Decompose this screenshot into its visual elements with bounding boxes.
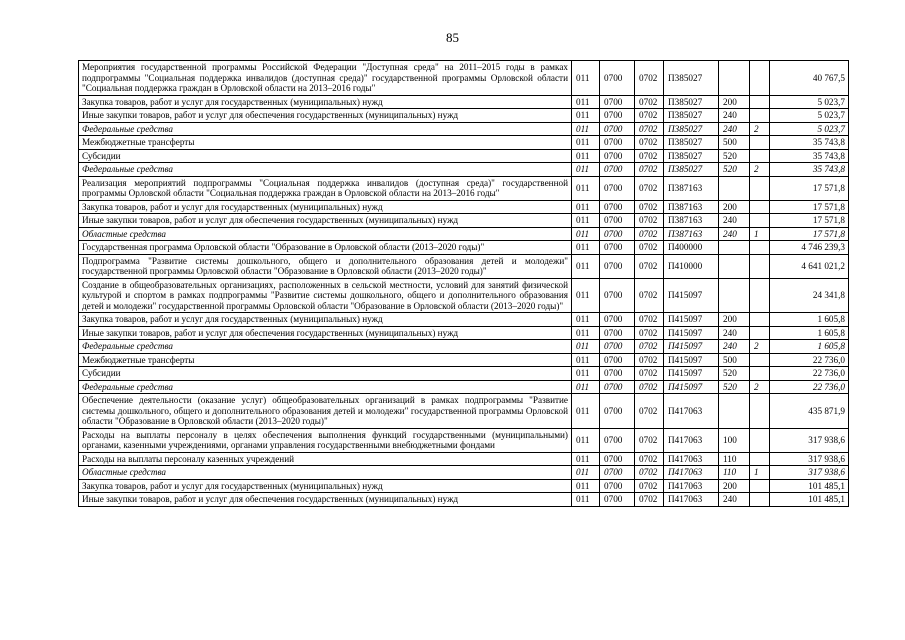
expense-type-code: 110: [719, 452, 750, 466]
ministry-code: 011: [572, 340, 600, 354]
target-article-code: П415097: [664, 380, 719, 394]
expense-type-code: [719, 176, 750, 200]
ministry-code: 011: [572, 479, 600, 493]
row-name: Федеральные средства: [79, 340, 572, 354]
table-row: [79, 466, 849, 480]
section-code: 0700: [600, 479, 635, 493]
target-article-code: П415097: [664, 326, 719, 340]
ministry-code: 011: [572, 313, 600, 327]
budget-table: [78, 60, 849, 507]
target-article-code: П387163: [664, 176, 719, 200]
target-article-code: П417063: [664, 466, 719, 480]
expense-type-code: [719, 254, 750, 278]
table-row: [79, 176, 849, 200]
subsection-code: 0702: [635, 466, 664, 480]
expense-type-code: 240: [719, 340, 750, 354]
target-article-code: П385027: [664, 95, 719, 109]
row-name: Расходы на выплаты персоналу в целях обеспечения выполнения функций государственными (муниципальными) органами, казенными учреждениями, органами управления государственными внебюджетными фондами: [79, 428, 572, 452]
amount: 35 743,8: [770, 149, 849, 163]
page-number: 85: [446, 30, 459, 45]
ministry-code: 011: [572, 394, 600, 429]
subsection-code: 0702: [635, 278, 664, 313]
row-name: Иные закупки товаров, работ и услуг для обеспечения государственных (муниципальных) нужд: [79, 493, 572, 507]
row-name: Обеспечение деятельности (оказание услуг) общеобразовательных организаций в рамках подпрограммы "Развитие системы дошкольного, общего и дополнительного образования детей и молодежи" государственной программы Орловской области "Образование в Орловской области (2013–2020 годы)": [79, 394, 572, 429]
subsection-code: 0702: [635, 200, 664, 214]
row-name: Закупка товаров, работ и услуг для государственных (муниципальных) нужд: [79, 95, 572, 109]
subsection-code: 0702: [635, 367, 664, 381]
expense-type-code: 520: [719, 149, 750, 163]
amount: 1 605,8: [770, 313, 849, 327]
amount: 317 938,6: [770, 428, 849, 452]
target-article-code: П415097: [664, 278, 719, 313]
section-code: 0700: [600, 214, 635, 228]
section-code: 0700: [600, 353, 635, 367]
subsection-code: 0702: [635, 163, 664, 177]
section-code: 0700: [600, 340, 635, 354]
table-row: [79, 479, 849, 493]
section-code: 0700: [600, 227, 635, 241]
ministry-code: 011: [572, 122, 600, 136]
target-article-code: П410000: [664, 254, 719, 278]
funding-source-code: [750, 95, 770, 109]
ministry-code: 011: [572, 452, 600, 466]
funding-source-code: [750, 61, 770, 96]
ministry-code: 011: [572, 466, 600, 480]
expense-type-code: 500: [719, 353, 750, 367]
target-article-code: П417063: [664, 452, 719, 466]
table-row: [79, 227, 849, 241]
ministry-code: 011: [572, 200, 600, 214]
amount: 317 938,6: [770, 466, 849, 480]
amount: 435 871,9: [770, 394, 849, 429]
ministry-code: 011: [572, 493, 600, 507]
ministry-code: 011: [572, 367, 600, 381]
funding-source-code: [750, 493, 770, 507]
subsection-code: 0702: [635, 452, 664, 466]
amount: 5 023,7: [770, 95, 849, 109]
funding-source-code: 2: [750, 340, 770, 354]
table-row: [79, 241, 849, 255]
table-row: [79, 109, 849, 123]
table-row: [79, 493, 849, 507]
amount: 17 571,8: [770, 176, 849, 200]
ministry-code: 011: [572, 61, 600, 96]
ministry-code: 011: [572, 136, 600, 150]
subsection-code: 0702: [635, 95, 664, 109]
subsection-code: 0702: [635, 326, 664, 340]
expense-type-code: 200: [719, 200, 750, 214]
subsection-code: 0702: [635, 380, 664, 394]
ministry-code: 011: [572, 326, 600, 340]
subsection-code: 0702: [635, 340, 664, 354]
row-name: Государственная программа Орловской области "Образование в Орловской области (2013–2020 годы)": [79, 241, 572, 255]
table-row: [79, 214, 849, 228]
expense-type-code: 200: [719, 479, 750, 493]
funding-source-code: [750, 200, 770, 214]
target-article-code: П415097: [664, 367, 719, 381]
section-code: 0700: [600, 367, 635, 381]
table-row: [79, 340, 849, 354]
expense-type-code: 240: [719, 109, 750, 123]
subsection-code: 0702: [635, 149, 664, 163]
ministry-code: 011: [572, 278, 600, 313]
section-code: 0700: [600, 122, 635, 136]
target-article-code: П417063: [664, 479, 719, 493]
row-name: Расходы на выплаты персоналу казенных учреждений: [79, 452, 572, 466]
target-article-code: П417063: [664, 428, 719, 452]
amount: 40 767,5: [770, 61, 849, 96]
target-article-code: П387163: [664, 214, 719, 228]
funding-source-code: [750, 313, 770, 327]
amount: 4 746 239,3: [770, 241, 849, 255]
section-code: 0700: [600, 313, 635, 327]
ministry-code: 011: [572, 176, 600, 200]
funding-source-code: [750, 367, 770, 381]
subsection-code: 0702: [635, 254, 664, 278]
funding-source-code: 1: [750, 227, 770, 241]
table-row: [79, 428, 849, 452]
section-code: 0700: [600, 278, 635, 313]
expense-type-code: 520: [719, 163, 750, 177]
table-row: [79, 163, 849, 177]
amount: 1 605,8: [770, 326, 849, 340]
ministry-code: 011: [572, 254, 600, 278]
amount: 101 485,1: [770, 479, 849, 493]
section-code: 0700: [600, 380, 635, 394]
target-article-code: П385027: [664, 149, 719, 163]
subsection-code: 0702: [635, 394, 664, 429]
funding-source-code: [750, 278, 770, 313]
target-article-code: П385027: [664, 163, 719, 177]
ministry-code: 011: [572, 380, 600, 394]
subsection-code: 0702: [635, 313, 664, 327]
amount: 4 641 021,2: [770, 254, 849, 278]
target-article-code: П417063: [664, 394, 719, 429]
amount: 35 743,8: [770, 136, 849, 150]
table-row: [79, 367, 849, 381]
row-name: Создание в общеобразовательных организациях, расположенных в сельской местности, условий для занятий физической культурой и спортом в рамках подпрограммы "Развитие системы дошкольного, общего и дополнительного образования детей и молодежи" государственной программы Орловской области "Образование в Орловской области (2013–2020 годы)": [79, 278, 572, 313]
amount: 22 736,0: [770, 380, 849, 394]
section-code: 0700: [600, 428, 635, 452]
section-code: 0700: [600, 452, 635, 466]
row-name: Иные закупки товаров, работ и услуг для обеспечения государственных (муниципальных) нужд: [79, 214, 572, 228]
row-name: Подпрограмма "Развитие системы дошкольного, общего и дополнительного образования детей и молодежи" государственной программы Орловской области "Образование в Орловской области (2013–2020 годы)": [79, 254, 572, 278]
amount: 1 605,8: [770, 340, 849, 354]
expense-type-code: 240: [719, 122, 750, 136]
table-row: [79, 380, 849, 394]
expense-type-code: 110: [719, 466, 750, 480]
amount: 5 023,7: [770, 109, 849, 123]
row-name: Закупка товаров, работ и услуг для государственных (муниципальных) нужд: [79, 479, 572, 493]
funding-source-code: [750, 214, 770, 228]
funding-source-code: [750, 452, 770, 466]
funding-source-code: [750, 136, 770, 150]
table-row: [79, 326, 849, 340]
target-article-code: П387163: [664, 227, 719, 241]
section-code: 0700: [600, 466, 635, 480]
table-row: [79, 122, 849, 136]
row-name: Иные закупки товаров, работ и услуг для обеспечения государственных (муниципальных) нужд: [79, 326, 572, 340]
section-code: 0700: [600, 241, 635, 255]
amount: 17 571,8: [770, 214, 849, 228]
subsection-code: 0702: [635, 122, 664, 136]
ministry-code: 011: [572, 163, 600, 177]
table-row: [79, 452, 849, 466]
section-code: 0700: [600, 149, 635, 163]
subsection-code: 0702: [635, 227, 664, 241]
funding-source-code: [750, 149, 770, 163]
expense-type-code: 200: [719, 95, 750, 109]
expense-type-code: 240: [719, 326, 750, 340]
amount: 101 485,1: [770, 493, 849, 507]
amount: 17 571,8: [770, 227, 849, 241]
table-row: [79, 313, 849, 327]
funding-source-code: [750, 428, 770, 452]
funding-source-code: [750, 241, 770, 255]
section-code: 0700: [600, 200, 635, 214]
expense-type-code: [719, 61, 750, 96]
row-name: Реализация мероприятий подпрограммы "Социальная поддержка инвалидов (доступная среда)" государственной программы Орловской области "Социальная поддержка граждан в Орловской области на 2013–2016 годы": [79, 176, 572, 200]
subsection-code: 0702: [635, 428, 664, 452]
row-name: Областные средства: [79, 227, 572, 241]
target-article-code: П387163: [664, 200, 719, 214]
expense-type-code: 240: [719, 214, 750, 228]
row-name: Межбюджетные трансферты: [79, 353, 572, 367]
table-row: [79, 61, 849, 96]
ministry-code: 011: [572, 149, 600, 163]
section-code: 0700: [600, 136, 635, 150]
row-name: Мероприятия государственной программы Российской Федерации "Доступная среда" на 2011–2015 годы в рамках подпрограммы "Социальная поддержка инвалидов (доступная среда)" государственной программы Орловской области "Социальная поддержка граждан в Орловской области на 2013–2016 годы": [79, 61, 572, 96]
ministry-code: 011: [572, 214, 600, 228]
section-code: 0700: [600, 254, 635, 278]
expense-type-code: [719, 241, 750, 255]
table-row: [79, 254, 849, 278]
funding-source-code: 2: [750, 380, 770, 394]
ministry-code: 011: [572, 241, 600, 255]
table-row: [79, 200, 849, 214]
ministry-code: 011: [572, 95, 600, 109]
funding-source-code: [750, 176, 770, 200]
section-code: 0700: [600, 493, 635, 507]
subsection-code: 0702: [635, 136, 664, 150]
subsection-code: 0702: [635, 493, 664, 507]
row-name: Федеральные средства: [79, 122, 572, 136]
row-name: Субсидии: [79, 149, 572, 163]
section-code: 0700: [600, 176, 635, 200]
funding-source-code: 1: [750, 466, 770, 480]
section-code: 0700: [600, 61, 635, 96]
table-row: [79, 136, 849, 150]
amount: 5 023,7: [770, 122, 849, 136]
funding-source-code: [750, 254, 770, 278]
row-name: Закупка товаров, работ и услуг для государственных (муниципальных) нужд: [79, 313, 572, 327]
target-article-code: П385027: [664, 61, 719, 96]
section-code: 0700: [600, 326, 635, 340]
section-code: 0700: [600, 163, 635, 177]
funding-source-code: [750, 326, 770, 340]
target-article-code: П415097: [664, 313, 719, 327]
amount: 24 341,8: [770, 278, 849, 313]
expense-type-code: [719, 394, 750, 429]
expense-type-code: 200: [719, 313, 750, 327]
amount: 317 938,6: [770, 452, 849, 466]
section-code: 0700: [600, 109, 635, 123]
expense-type-code: 520: [719, 380, 750, 394]
funding-source-code: 2: [750, 163, 770, 177]
ministry-code: 011: [572, 428, 600, 452]
funding-source-code: 2: [750, 122, 770, 136]
target-article-code: П385027: [664, 122, 719, 136]
table-row: [79, 278, 849, 313]
row-name: Областные средства: [79, 466, 572, 480]
funding-source-code: [750, 394, 770, 429]
target-article-code: П415097: [664, 340, 719, 354]
section-code: 0700: [600, 394, 635, 429]
row-name: Иные закупки товаров, работ и услуг для обеспечения государственных (муниципальных) нужд: [79, 109, 572, 123]
target-article-code: П385027: [664, 136, 719, 150]
expense-type-code: 520: [719, 367, 750, 381]
subsection-code: 0702: [635, 109, 664, 123]
ministry-code: 011: [572, 109, 600, 123]
row-name: Закупка товаров, работ и услуг для государственных (муниципальных) нужд: [79, 200, 572, 214]
funding-source-code: [750, 353, 770, 367]
expense-type-code: 240: [719, 227, 750, 241]
subsection-code: 0702: [635, 61, 664, 96]
table-row: [79, 353, 849, 367]
subsection-code: 0702: [635, 241, 664, 255]
row-name: Федеральные средства: [79, 163, 572, 177]
target-article-code: П385027: [664, 109, 719, 123]
amount: 17 571,8: [770, 200, 849, 214]
expense-type-code: [719, 278, 750, 313]
section-code: 0700: [600, 95, 635, 109]
expense-type-code: 240: [719, 493, 750, 507]
row-name: Федеральные средства: [79, 380, 572, 394]
target-article-code: П400000: [664, 241, 719, 255]
table-row: [79, 149, 849, 163]
target-article-code: П415097: [664, 353, 719, 367]
amount: 35 743,8: [770, 163, 849, 177]
row-name: Субсидии: [79, 367, 572, 381]
ministry-code: 011: [572, 353, 600, 367]
subsection-code: 0702: [635, 176, 664, 200]
subsection-code: 0702: [635, 214, 664, 228]
expense-type-code: 500: [719, 136, 750, 150]
subsection-code: 0702: [635, 479, 664, 493]
table-row: [79, 394, 849, 429]
funding-source-code: [750, 479, 770, 493]
amount: 22 736,0: [770, 367, 849, 381]
row-name: Межбюджетные трансферты: [79, 136, 572, 150]
amount: 22 736,0: [770, 353, 849, 367]
ministry-code: 011: [572, 227, 600, 241]
funding-source-code: [750, 109, 770, 123]
expense-type-code: 100: [719, 428, 750, 452]
target-article-code: П417063: [664, 493, 719, 507]
subsection-code: 0702: [635, 353, 664, 367]
table-row: [79, 95, 849, 109]
